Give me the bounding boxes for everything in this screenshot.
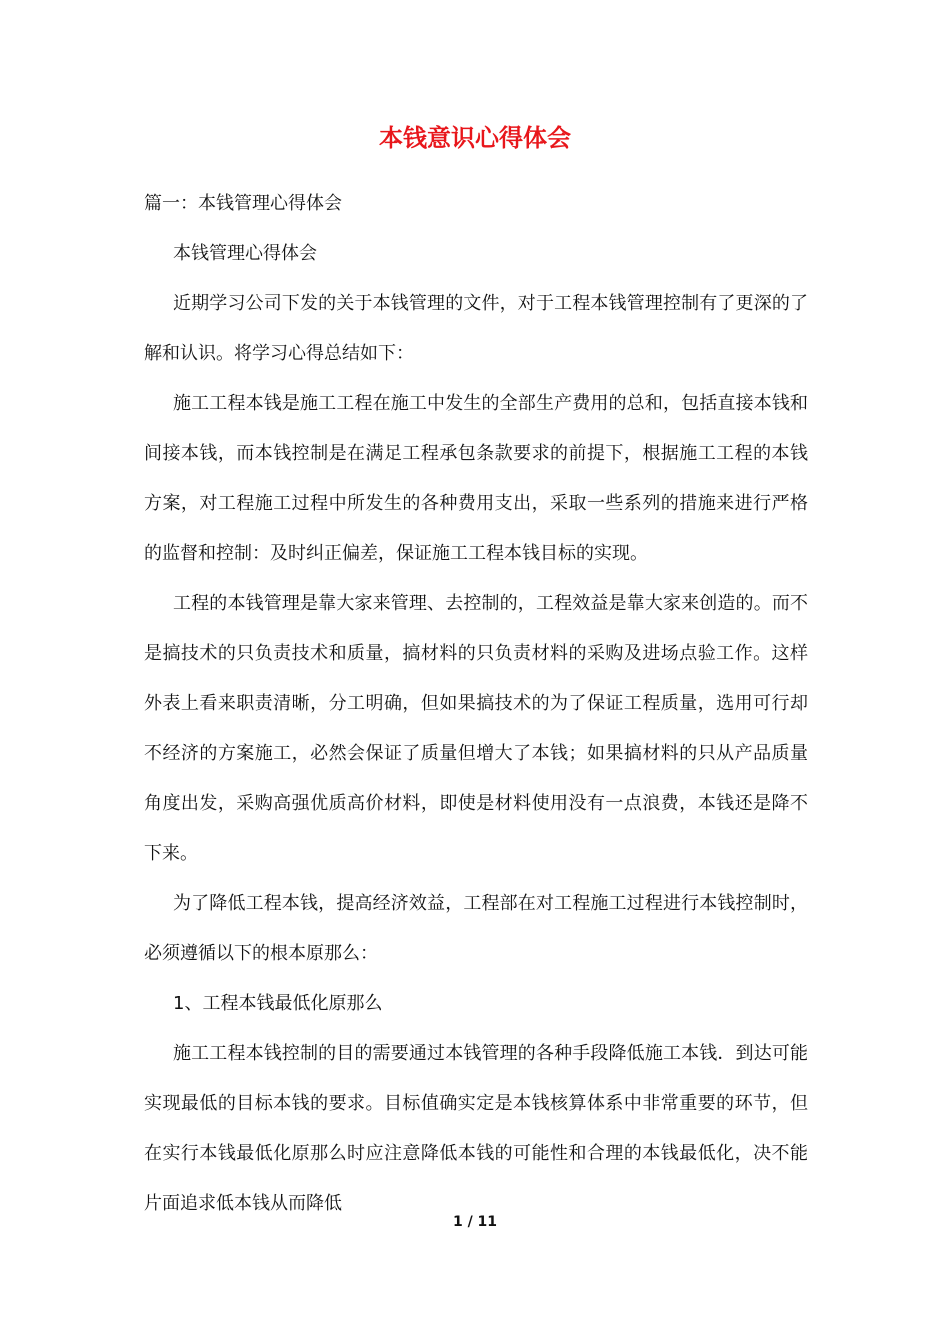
page-number: 1 / 11	[452, 1214, 498, 1230]
document-title: 本钱意识心得体会	[379, 123, 571, 152]
paragraph: 施工工程本钱控制的目的需要通过本钱管理的各种手段降低施工本钱．到达可能实现最低的目标本钱的要求。目标值确实定是本钱核算体系中非常重要的环节，但在实行本钱最低化原那么时应注意降低本钱的可能性和合理的本钱最低化，决不能片面追求低本钱从而降低	[144, 1043, 808, 1214]
paragraph: 近期学习公司下发的关于本钱管理的文件，对于工程本钱管理控制有了更深的了解和认识。将学习心得总结如下：	[144, 293, 808, 364]
section-heading: 篇一：本钱管理心得体会	[144, 193, 342, 214]
document-body	[144, 179, 808, 1229]
paragraph: 为了降低工程本钱，提高经济效益，工程部在对工程施工过程进行本钱控制时，必须遵循以下的根本原那么：	[144, 893, 808, 964]
subsection-heading: 本钱管理心得体会	[173, 243, 317, 264]
paragraph: 施工工程本钱是施工工程在施工中发生的全部生产费用的总和，包括直接本钱和间接本钱，而本钱控制是在满足工程承包条款要求的前提下，根据施工工程的本钱方案，对工程施工过程中所发生的各种费用支出，采取一些系列的措施来进行严格的监督和控制：及时纠正偏差，保证施工工程本钱目标的实现。	[144, 393, 808, 564]
list-heading: 1、工程本钱最低化原那么	[173, 993, 383, 1014]
paragraph: 工程的本钱管理是靠大家来管理、去控制的，工程效益是靠大家来创造的。而不是搞技术的只负责技术和质量，搞材料的只负责材料的采购及进场点验工作。这样外表上看来职责清晰，分工明确，但如果搞技术的为了保证工程质量，选用可行却不经济的方案施工，必然会保证了质量但增大了本钱；如果搞材料的只从产品质量角度出发，采购高强优质高价材料，即使是材料使用没有一点浪费，本钱还是降不下来。	[144, 593, 808, 864]
